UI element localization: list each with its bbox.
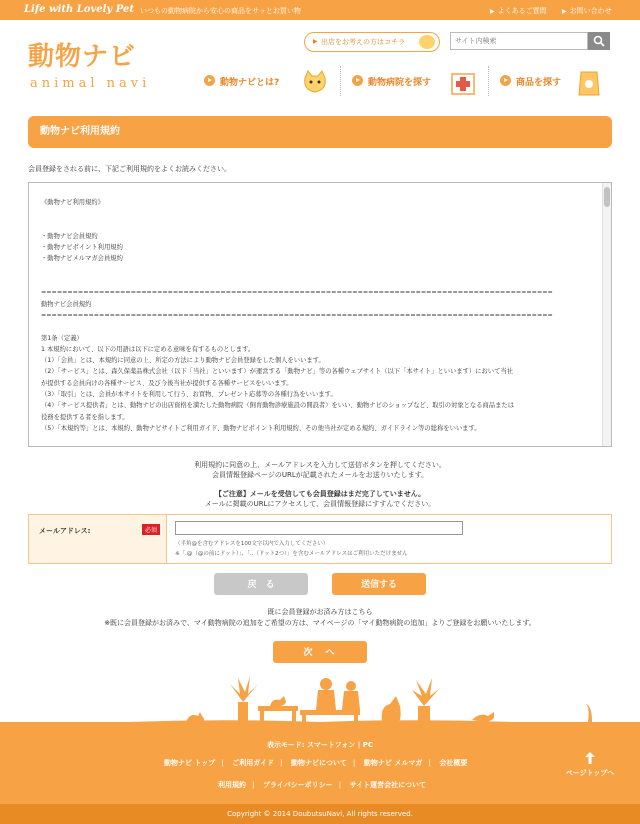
page-title: 動物ナビ利用規約 bbox=[28, 116, 612, 148]
brand-tagline-en: Life with Lovely Pet bbox=[24, 4, 134, 15]
footer-link-company[interactable]: 会社概要 bbox=[439, 759, 468, 767]
logo-text-ja: 動物ナビ bbox=[28, 42, 137, 72]
terms-line: ・動物ナビメルマガ会員規約 bbox=[41, 255, 123, 263]
already-registered-note: ※既に会員登録がお済みで、マイ動物病院の追加をご希望の方は、マイページの「マイ動物病院の追加」よりご登録をお願いいたします。 bbox=[104, 619, 536, 627]
footer-link-privacy[interactable]: プライバシーポリシー bbox=[263, 781, 333, 789]
email-form-row bbox=[28, 514, 612, 564]
footer-links-row-2 bbox=[218, 780, 426, 790]
open-shop-label: 出店をお考えの方はコチラ bbox=[321, 38, 405, 46]
instruction-text-2: 会員情報登録ページのURLが記載されたメールをお送りいたします。 bbox=[211, 471, 429, 479]
back-button[interactable]: 戻 る bbox=[214, 573, 308, 595]
nav-divider bbox=[340, 66, 341, 96]
site-logo[interactable] bbox=[28, 36, 178, 96]
play-circle-icon bbox=[352, 75, 363, 86]
footer-link-about[interactable]: 動物ナビについて bbox=[291, 759, 347, 767]
caution-text-2: メールに掲載のURLにアクセスして、会員情報登録にすすんでください。 bbox=[204, 500, 436, 508]
terms-line bbox=[41, 321, 596, 332]
terms-line: （1）「会員」とは、本規約に同意の上、所定の方法により動物ナビ会員登録をした個人をいいます。 bbox=[41, 357, 325, 365]
terms-scrollbox[interactable] bbox=[28, 182, 612, 447]
arrow-up-icon bbox=[585, 752, 595, 764]
already-registered-text: 既に会員登録がお済み方はこちら bbox=[267, 608, 373, 616]
terms-line bbox=[41, 265, 596, 276]
cat-face-icon bbox=[300, 68, 330, 98]
email-note-1: （半角@を含むアドレスを100文字以内で入力してください） bbox=[175, 541, 329, 547]
contact-link[interactable] bbox=[562, 6, 612, 16]
faq-link-label: よくあるご質問 bbox=[497, 7, 547, 15]
footer-link-terms[interactable]: 利用規約 bbox=[218, 781, 246, 789]
email-note-2: ※「.@（@の前にドット）」、「..（ドット2つ）」を含むメールアドレスはご利用いただけません bbox=[175, 551, 408, 557]
email-label-cell bbox=[29, 515, 167, 563]
nav-find-hospital[interactable] bbox=[352, 68, 482, 94]
terms-line: ・動物ナビポイント利用規約 bbox=[41, 244, 123, 252]
page-top-link[interactable] bbox=[560, 752, 620, 778]
link-separator: | bbox=[252, 781, 255, 789]
contact-link-label: お問い合わせ bbox=[569, 7, 612, 15]
nav-divider bbox=[488, 66, 489, 96]
terms-line: （4）「サービス提供者」とは、動物ナビの出店資格を満たした動物病院（飼育動物診療施設の開設者）をいい、動物ナビのショップなど、取引の対象となる商品または bbox=[41, 402, 514, 410]
email-label: メールアドレス: bbox=[39, 527, 91, 535]
footer-link-mailmagazine[interactable]: 動物ナビ メルマガ bbox=[363, 759, 423, 767]
logo-text-en: animal navi bbox=[30, 76, 151, 91]
search-button[interactable] bbox=[588, 32, 610, 50]
page-top-label: ページトップへ bbox=[565, 769, 615, 777]
faq-link[interactable] bbox=[490, 6, 547, 16]
terms-line: （2）「サービス」とは、森久保薬品株式会社（以下「当社」といいます）が運営する「動物ナビ」等の各種ウェブサイト（以下「本サイト」といいます）において当社 bbox=[41, 368, 513, 376]
hospital-icon bbox=[448, 68, 478, 98]
terms-content bbox=[41, 197, 596, 434]
scrollbar-thumb[interactable] bbox=[604, 187, 610, 207]
footer bbox=[0, 728, 640, 824]
terms-line: ================================================================================================= bbox=[41, 311, 553, 319]
terms-line: が提供する会員向けの各種サービス、及び今後当社が提供する各種サービスをいいます。 bbox=[41, 379, 293, 387]
terms-line: ・動物ナビ会員規約 bbox=[41, 232, 98, 240]
top-bar bbox=[0, 0, 640, 20]
nav-find-products[interactable] bbox=[500, 68, 610, 94]
play-circle-icon bbox=[204, 75, 215, 86]
nav-find-hospital-label: 動物病院を探す bbox=[368, 78, 432, 88]
pet-food-bag-icon bbox=[574, 68, 604, 98]
footer-link-top[interactable]: 動物ナビ トップ bbox=[164, 759, 216, 767]
dog-face-icon bbox=[419, 35, 435, 49]
nav-about-label: 動物ナビとは? bbox=[220, 78, 280, 88]
search-input[interactable] bbox=[450, 32, 588, 50]
terms-line: 1 本規約において、以下の用語は以下に定める意味を有するものとします。 bbox=[41, 345, 255, 353]
terms-line bbox=[41, 276, 596, 287]
required-badge: 必須 bbox=[142, 524, 160, 535]
footer-link-operator[interactable]: サイト運営会社について bbox=[349, 781, 427, 789]
pets-silhouette-illustration bbox=[0, 672, 640, 730]
terms-line: ================================================================================================= bbox=[41, 289, 553, 297]
send-button[interactable]: 送信する bbox=[332, 573, 426, 595]
open-shop-button[interactable] bbox=[304, 32, 440, 52]
link-separator: | bbox=[280, 759, 283, 767]
intro-text: 会員登録をされる前に、下記ご利用規約をよくお読みください。 bbox=[28, 165, 231, 173]
footer-link-guide[interactable]: ご利用ガイド bbox=[232, 759, 275, 767]
terms-line bbox=[41, 208, 596, 219]
triangle-right-icon: ▶ bbox=[490, 8, 495, 15]
link-separator: | bbox=[338, 781, 342, 789]
nav-find-products-label: 商品を探す bbox=[516, 78, 562, 88]
display-mode-switch[interactable]: 表示モード: スマートフォン | PC bbox=[267, 741, 373, 749]
terms-line: 第1条（定義） bbox=[41, 334, 83, 342]
terms-line: （3）「取引」とは、会員が本サイトを利用して行う、お買物、プレゼント応募等の各種行為をいいます。 bbox=[41, 391, 337, 399]
link-separator: | bbox=[221, 759, 224, 767]
brand-tagline-ja: いつもの動物病院から安心の商品をサッとお買い物 bbox=[140, 7, 301, 15]
footer-links-row-1 bbox=[164, 758, 467, 768]
terms-line: 役務を提供する者を指します。 bbox=[41, 413, 129, 421]
terms-line: 動物ナビ会員規約 bbox=[41, 300, 92, 308]
triangle-right-icon: ▶ bbox=[313, 38, 318, 45]
link-separator: | bbox=[428, 759, 431, 767]
site-search bbox=[450, 32, 610, 50]
link-separator: | bbox=[352, 759, 356, 767]
terms-line bbox=[41, 220, 596, 231]
terms-line: （5）「本規約等」とは、本規約、動物ナビサイトご利用ガイド、動物ナビポイント利用規約、その他当社が定める規約、ガイドライン等の総称をいいます。 bbox=[41, 424, 481, 432]
next-button[interactable]: 次 へ bbox=[273, 641, 367, 663]
terms-line: 《動物ナビ利用規約》 bbox=[41, 199, 104, 206]
play-circle-icon bbox=[500, 75, 511, 86]
triangle-right-icon: ▶ bbox=[562, 8, 567, 15]
copyright: Copyright © 2014 DoubutsuNavi, All rights reserved. bbox=[0, 804, 640, 824]
nav-about[interactable] bbox=[204, 68, 334, 94]
search-icon bbox=[593, 35, 605, 47]
email-field[interactable] bbox=[175, 521, 463, 535]
caution-text: 【ご注意】メールを受信しても会員登録はまだ完了していません。 bbox=[214, 490, 426, 498]
instruction-text-1: 利用規約に同意の上、メールアドレスを入力して送信ボタンを押してください。 bbox=[194, 461, 446, 469]
terms-scrollbar[interactable] bbox=[602, 183, 611, 446]
